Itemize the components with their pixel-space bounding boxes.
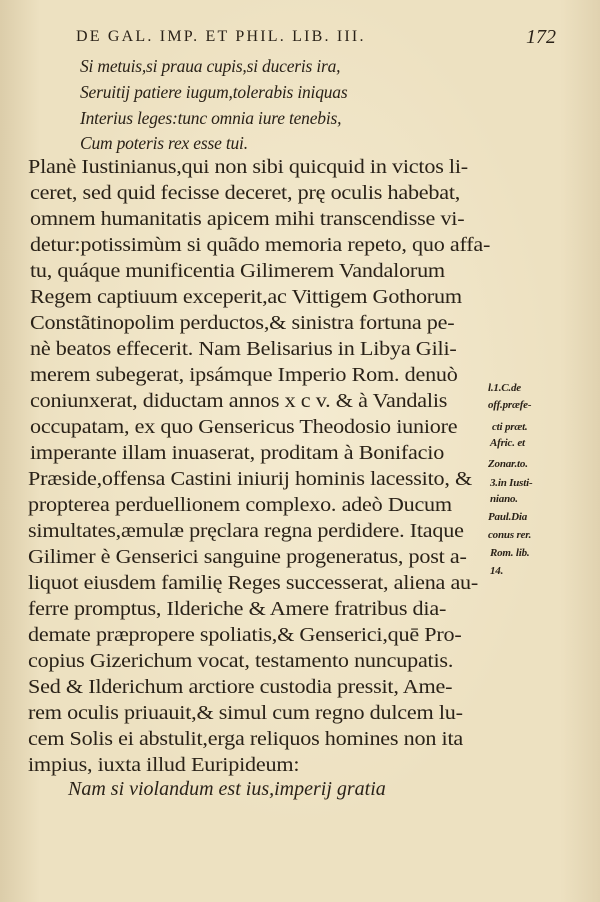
prose-line: impius, iuxta illud Euripideum: — [28, 754, 300, 776]
prose-line: coniunxerat, diductam annos x c v. & à Vandalis — [30, 390, 448, 412]
prose-line: cem Solis ei abstulit,erga reliquos homines non ita — [28, 728, 464, 750]
verse-line: Si metuis,si praua cupis,si duceris ira, — [80, 56, 341, 76]
margin-note: 14. — [490, 565, 504, 577]
margin-note: 3.in Iusti- — [490, 477, 533, 489]
prose-line: Præside,offensa Castini iniurij hominis lacessito, & — [28, 468, 473, 490]
prose-line: ferre promptus, Ilderiche & Amere fratribus dia- — [28, 598, 447, 620]
margin-note: Zonar.to. — [488, 458, 528, 470]
verse-line: Cum poteris rex esse tui. — [80, 133, 248, 153]
verse-line: Seruitij patiere iugum,tolerabis iniquas — [80, 82, 348, 102]
closing-verse: Nam si violandum est ius,imperij gratia — [68, 778, 386, 800]
prose-line: omnem humanitatis apicem mihi transcendisse vi- — [30, 208, 465, 230]
prose-line: copius Gizerichum vocat, testamento nuncupatis. — [28, 650, 454, 672]
prose-line: occupatam, ex quo Gensericus Theodosio iuniore — [30, 416, 458, 438]
margin-note: cti præt. — [492, 421, 528, 433]
margin-note: l.1.C.de — [488, 382, 521, 394]
prose-line: Regem captiuum exceperit,ac Vittigem Gothorum — [30, 286, 462, 308]
verse-line: Interius leges:tunc omnia iure tenebis, — [80, 108, 342, 128]
prose-line: simultates,æmulæ pręclara regna perdidere. Itaque — [28, 520, 464, 542]
prose-line: liquot eiusdem familię Reges successerat, aliena au- — [28, 572, 479, 594]
prose-line: Gilimer è Genserici sanguine progeneratus, post a- — [28, 546, 467, 568]
prose-line: ceret, sed quid fecisse deceret, prę oculis habebat, — [30, 182, 461, 204]
margin-note: Afric. et — [490, 437, 525, 449]
prose-line: demate præpropere spoliatis,& Genserici,quē Pro- — [28, 624, 462, 646]
prose-line: Constãtinopolim perductos,& sinistra fortuna pe- — [30, 312, 455, 334]
prose-line: rem oculis priuauit,& simul cum regno dulcem lu- — [28, 702, 463, 724]
prose-line: Sed & Ilderichum arctiore custodia pressit, Ame- — [28, 676, 453, 698]
margin-note: off.præfe- — [488, 399, 532, 411]
running-head: DE GAL. IMP. ET PHIL. LIB. III. — [76, 28, 366, 45]
prose-line: Planè Iustinianus,qui non sibi quicquid in victos li- — [28, 156, 468, 178]
page-number: 172 — [526, 26, 556, 48]
page-header — [76, 28, 556, 52]
prose-line: propterea perduellionem complexo. adeò Ducum — [28, 494, 452, 516]
margin-note: Rom. lib. — [490, 547, 530, 559]
margin-note: Paul.Dia — [488, 511, 528, 523]
margin-note: conus rer. — [488, 529, 532, 541]
prose-line: tu, quáque munificentia Gilimerem Vandalorum — [30, 260, 445, 282]
prose-line: detur:potissimùm si quãdo memoria repeto, quo affa- — [30, 234, 491, 256]
prose-line: merem subegerat, ipsámque Imperio Rom. denuò — [30, 364, 458, 386]
prose-line: nè beatos effecerit. Nam Belisarius in Libya Gili- — [30, 338, 457, 360]
prose-line: imperante illam inuaserat, proditam à Bonifacio — [30, 442, 445, 464]
margin-note: niano. — [490, 493, 518, 505]
